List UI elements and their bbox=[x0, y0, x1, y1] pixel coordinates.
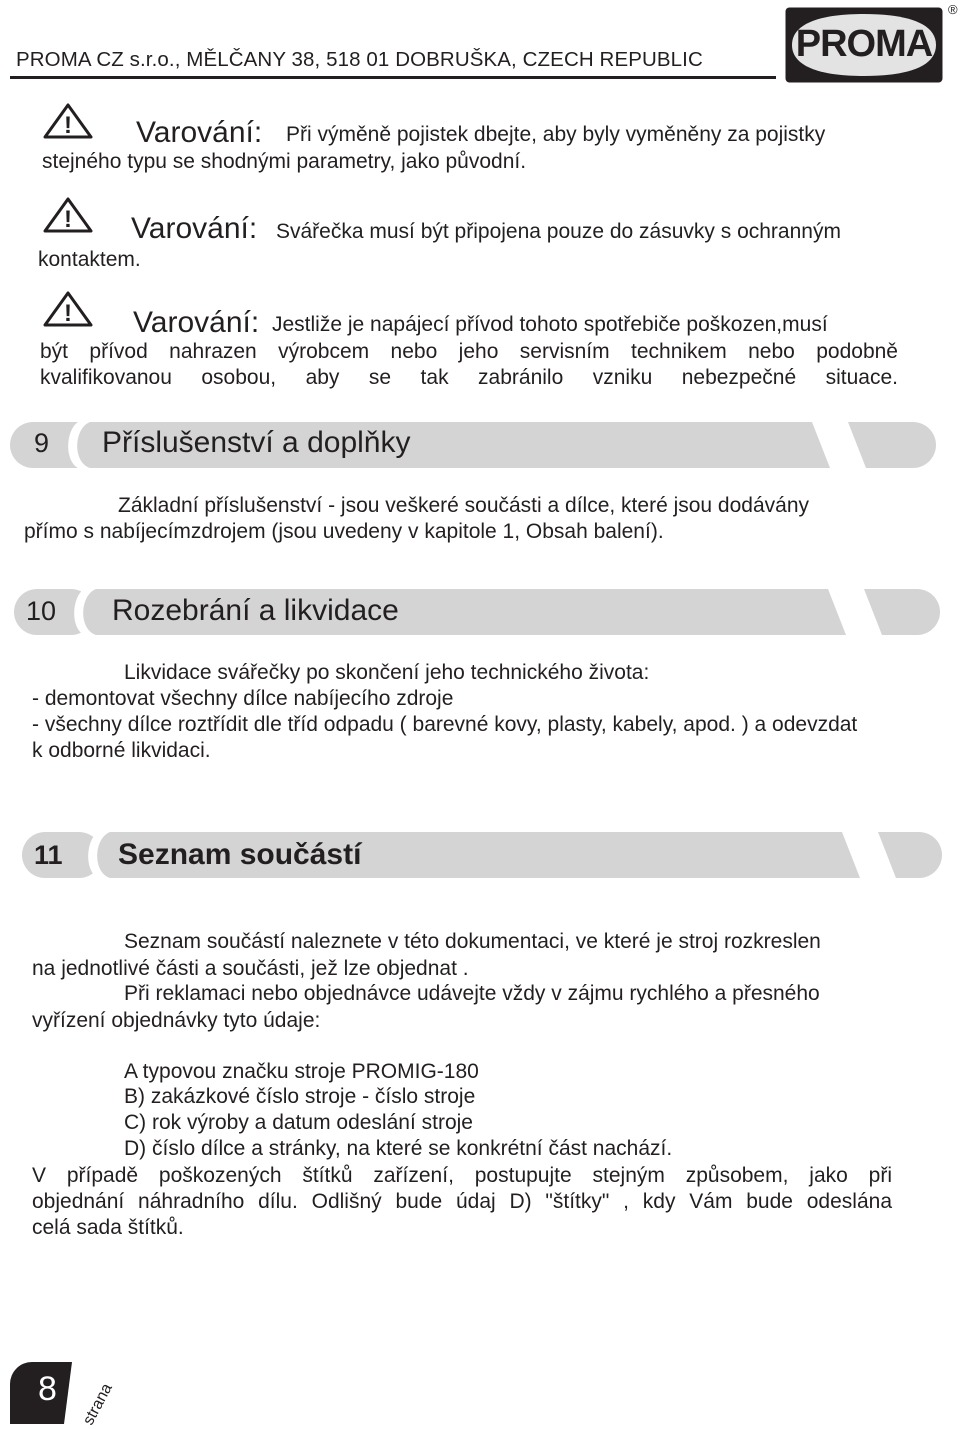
warning-text-line: být přívod nahrazen výrobcem nebo jeho servisním technikem nebo podobně bbox=[40, 340, 898, 363]
body-text-line: Základní příslušenství - jsou veškeré součásti a dílce, které jsou dodávány bbox=[118, 494, 810, 517]
body-text-line: na jednotlivé části a součásti, jež lze objednat . bbox=[32, 957, 469, 980]
section-header-9 bbox=[10, 422, 936, 468]
section-number: 11 bbox=[34, 840, 63, 870]
section-title: Příslušenství a doplňky bbox=[102, 426, 411, 459]
svg-text:!: ! bbox=[64, 300, 72, 327]
list-item: B) zakázkové číslo stroje - číslo stroje bbox=[124, 1085, 476, 1108]
logo-text: PROMA bbox=[795, 23, 933, 65]
body-text-line: - všechny dílce roztřídit dle tříd odpadu ( barevné kovy, plasty, kabely, apod. ) a odevzdat bbox=[32, 713, 858, 736]
body-text-line: celá sada štítků. bbox=[32, 1216, 184, 1239]
body-text-line: přímo s nabíjecímzdrojem (jsou uvedeny v kapitole 1, Obsah balení). bbox=[24, 520, 664, 543]
warning-triangle-icon bbox=[42, 196, 94, 232]
registered-mark: ® bbox=[948, 2, 958, 17]
warning-text-line: kvalifikovanou osobou, aby se tak zabránilo vzniku nebezpečné situace. bbox=[40, 366, 898, 389]
section-title: Rozebrání a likvidace bbox=[112, 594, 399, 627]
warning-text-line: Při výměně pojistek dbejte, aby byly vyměněny za pojistky bbox=[286, 123, 826, 146]
warning-triangle-icon bbox=[42, 102, 94, 138]
proma-logo bbox=[784, 6, 944, 84]
svg-text:!: ! bbox=[64, 112, 72, 139]
section-title: Seznam součástí bbox=[118, 838, 362, 871]
section-header-10 bbox=[14, 589, 940, 635]
body-text-line: objednání náhradního dílu. Odlišný bude údaj D) "štítky" , kdy Vám bude odeslána bbox=[32, 1190, 892, 1213]
warning-title: Varování: bbox=[131, 212, 258, 245]
body-text-line: vyřízení objednávky tyto údaje: bbox=[32, 1009, 321, 1032]
svg-text:!: ! bbox=[64, 206, 72, 233]
list-item: A typovou značku stroje PROMIG-180 bbox=[124, 1060, 479, 1083]
company-address: PROMA CZ s.r.o., MĚLČANY 38, 518 01 DOBRUŠKA, CZECH REPUBLIC bbox=[16, 48, 703, 71]
warning-triangle-icon bbox=[42, 290, 94, 326]
body-text-line: - demontovat všechny dílce nabíjecího zdroje bbox=[32, 687, 454, 710]
warning-title: Varování: bbox=[133, 306, 260, 339]
header-rule bbox=[10, 76, 776, 79]
body-text-line: V případě poškozených štítků zařízení, postupujte stejným způsobem, jako při bbox=[32, 1164, 892, 1187]
warning-text-line: Jestliže je napájecí přívod tohoto spotřebiče poškozen,musí bbox=[272, 313, 828, 336]
warning-text-line: stejného typu se shodnými parametry, jako původní. bbox=[42, 150, 527, 173]
body-text-line: k odborné likvidaci. bbox=[32, 739, 211, 762]
section-header-11 bbox=[22, 832, 942, 878]
section-number: 9 bbox=[34, 428, 50, 458]
page-number: 8 bbox=[38, 1370, 57, 1408]
warning-text-line: Svářečka musí být připojena pouze do zásuvky s ochranným bbox=[276, 220, 841, 243]
section-number: 10 bbox=[26, 596, 57, 626]
list-item: C) rok výroby a datum odeslání stroje bbox=[124, 1111, 473, 1134]
body-text-line: Likvidace svářečky po skončení jeho technického života: bbox=[124, 661, 650, 684]
body-text-line: Seznam součástí naleznete v této dokumentaci, ve které je stroj rozkreslen bbox=[124, 930, 821, 953]
list-item: D) číslo dílce a stránky, na které se konkrétní část nachází. bbox=[124, 1137, 673, 1160]
body-text-line: Při reklamaci nebo objednávce udávejte vždy v zájmu rychlého a přesného bbox=[124, 982, 820, 1005]
page-label: strana bbox=[80, 1380, 116, 1428]
warning-title: Varování: bbox=[136, 116, 263, 149]
warning-text-line: kontaktem. bbox=[38, 248, 141, 271]
